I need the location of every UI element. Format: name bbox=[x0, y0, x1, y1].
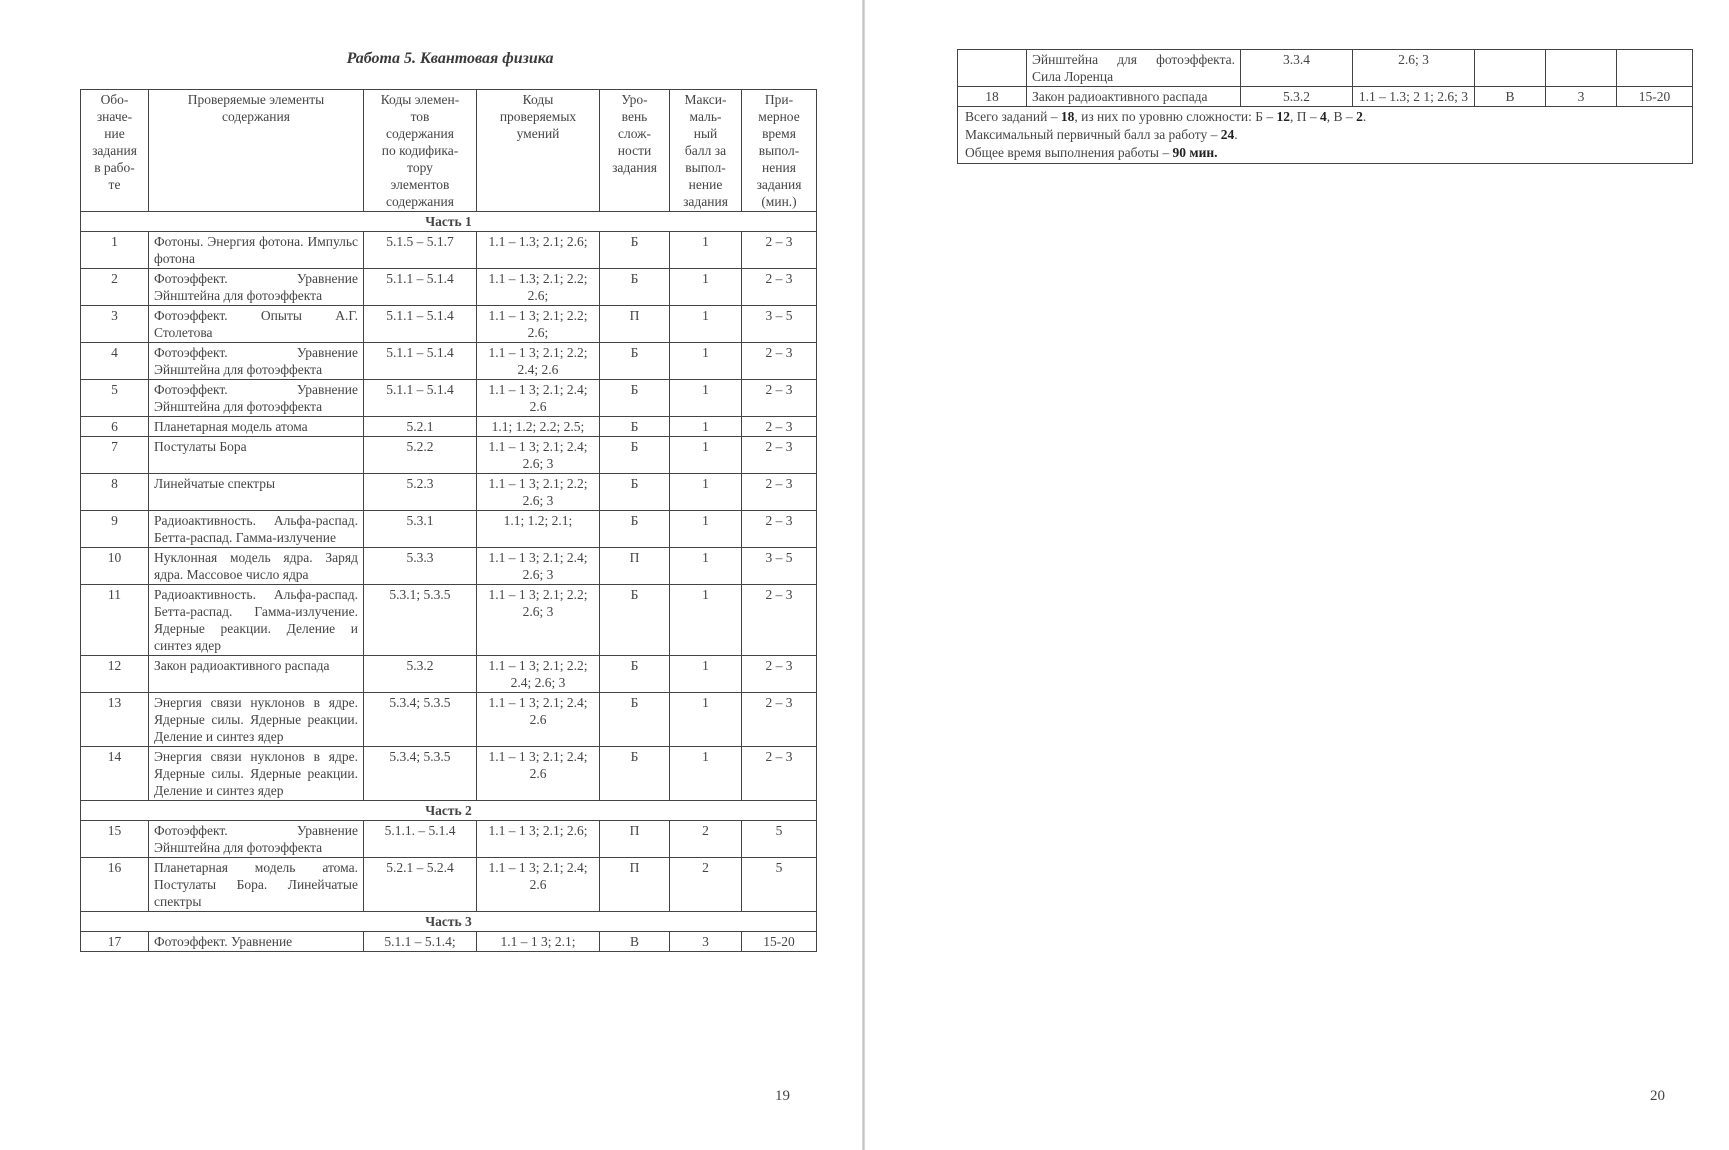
difficulty-level: Б bbox=[600, 380, 670, 417]
summary-row bbox=[958, 107, 1693, 164]
difficulty-level: П bbox=[600, 821, 670, 858]
difficulty-level: Б bbox=[600, 343, 670, 380]
max-score: 1 bbox=[670, 656, 742, 693]
task-time: 2 – 3 bbox=[742, 232, 817, 269]
difficulty-level: Б bbox=[600, 417, 670, 437]
content-codes: 5.1.1 – 5.1.4 bbox=[364, 269, 477, 306]
content-codes: 5.1.1. – 5.1.4 bbox=[364, 821, 477, 858]
skill-codes: 1.1 – 1 3; 2.1; 2.2; 2.6; 3 bbox=[477, 585, 600, 656]
content-codes: 5.1.1 – 5.1.4 bbox=[364, 306, 477, 343]
tasks-table-continuation bbox=[957, 49, 1693, 164]
task-number: 17 bbox=[81, 932, 149, 952]
task-time: 3 – 5 bbox=[742, 306, 817, 343]
table-row bbox=[81, 232, 817, 269]
max-score: 3 bbox=[1546, 87, 1617, 107]
table-row bbox=[81, 747, 817, 801]
difficulty-level: П bbox=[600, 548, 670, 585]
skill-codes: 1.1 – 1 3; 2.1; 2.4; 2.6 bbox=[477, 693, 600, 747]
content-codes: 3.3.4 bbox=[1241, 50, 1353, 87]
task-number: 7 bbox=[81, 437, 149, 474]
max-score: 1 bbox=[670, 511, 742, 548]
task-topic: Фотоэффект. Уравнение Эйнштейна для фотоэффекта bbox=[149, 269, 364, 306]
task-time: 3 – 5 bbox=[742, 548, 817, 585]
header-content-codes: Коды элемен- тов содержания по кодифика- тору элементов содержания bbox=[364, 90, 477, 212]
task-topic: Закон радиоактивного распада bbox=[149, 656, 364, 693]
task-number bbox=[958, 50, 1027, 87]
task-number: 16 bbox=[81, 858, 149, 912]
task-time: 2 – 3 bbox=[742, 343, 817, 380]
task-time: 2 – 3 bbox=[742, 656, 817, 693]
right-page bbox=[866, 0, 1729, 1150]
task-time: 15-20 bbox=[1617, 87, 1693, 107]
max-score: 1 bbox=[670, 747, 742, 801]
table-row bbox=[81, 548, 817, 585]
content-codes: 5.3.4; 5.3.5 bbox=[364, 747, 477, 801]
task-topic: Закон радиоактивного распада bbox=[1027, 87, 1241, 107]
content-codes: 5.2.1 bbox=[364, 417, 477, 437]
task-time: 15-20 bbox=[742, 932, 817, 952]
task-time: 2 – 3 bbox=[742, 269, 817, 306]
table-row bbox=[81, 821, 817, 858]
task-number: 4 bbox=[81, 343, 149, 380]
max-score: 1 bbox=[670, 343, 742, 380]
max-score: 1 bbox=[670, 437, 742, 474]
table-row bbox=[81, 585, 817, 656]
content-codes: 5.1.1 – 5.1.4 bbox=[364, 380, 477, 417]
max-score: 1 bbox=[670, 232, 742, 269]
table-row bbox=[81, 269, 817, 306]
skill-codes: 1.1 – 1 3; 2.1; 2.4; 2.6 bbox=[477, 858, 600, 912]
header-skill-codes: Коды проверяемых умений bbox=[477, 90, 600, 212]
task-topic: Энергия связи нуклонов в ядре. Ядерные силы. Ядерные реакции. Деление и синтез ядер bbox=[149, 693, 364, 747]
table-row bbox=[81, 932, 817, 952]
task-topic: Фотоэффект. Уравнение Эйнштейна для фотоэффекта bbox=[149, 343, 364, 380]
difficulty-level: Б bbox=[600, 693, 670, 747]
skill-codes: 1.1 – 1.3; 2.1; 2.6; bbox=[477, 232, 600, 269]
task-topic: Линейчатые спектры bbox=[149, 474, 364, 511]
task-number: 11 bbox=[81, 585, 149, 656]
page-number: 19 bbox=[775, 1088, 790, 1104]
task-number: 1 bbox=[81, 232, 149, 269]
task-number: 6 bbox=[81, 417, 149, 437]
task-number: 9 bbox=[81, 511, 149, 548]
table-row bbox=[81, 511, 817, 548]
header-max-score: Макси- маль- ный балл за выпол- нение задания bbox=[670, 90, 742, 212]
table-row bbox=[81, 343, 817, 380]
task-topic: Радиоактивность. Альфа-распад. Бетта-распад. Гамма-излучение bbox=[149, 511, 364, 548]
task-number: 13 bbox=[81, 693, 149, 747]
skill-codes: 1.1 – 1.3; 2 1; 2.6; 3 bbox=[1353, 87, 1475, 107]
table-row bbox=[81, 437, 817, 474]
table-row bbox=[81, 380, 817, 417]
skill-codes: 1.1 – 1 3; 2.1; bbox=[477, 932, 600, 952]
table-row bbox=[81, 656, 817, 693]
difficulty-level bbox=[1475, 50, 1546, 87]
difficulty-level: Б bbox=[600, 656, 670, 693]
task-time: 2 – 3 bbox=[742, 585, 817, 656]
content-codes: 5.1.5 – 5.1.7 bbox=[364, 232, 477, 269]
table-row bbox=[81, 474, 817, 511]
tasks-table-body bbox=[81, 212, 817, 952]
table-row bbox=[958, 50, 1693, 87]
task-number: 8 bbox=[81, 474, 149, 511]
task-time: 2 – 3 bbox=[742, 693, 817, 747]
max-score: 1 bbox=[670, 269, 742, 306]
max-score: 1 bbox=[670, 474, 742, 511]
content-codes: 5.2.1 – 5.2.4 bbox=[364, 858, 477, 912]
skill-codes: 1.1; 1.2; 2.2; 2.5; bbox=[477, 417, 600, 437]
task-topic: Фотоэффект. Опыты А.Г. Столетова bbox=[149, 306, 364, 343]
content-codes: 5.3.2 bbox=[364, 656, 477, 693]
skill-codes: 1.1 – 1 3; 2.1; 2.2; 2.6; bbox=[477, 306, 600, 343]
task-number: 12 bbox=[81, 656, 149, 693]
skill-codes: 1.1 – 1 3; 2.1; 2.2; 2.4; 2.6; 3 bbox=[477, 656, 600, 693]
task-topic: Энергия связи нуклонов в ядре. Ядерные силы. Ядерные реакции. Деление и синтез ядер bbox=[149, 747, 364, 801]
part-label: Часть 2 bbox=[81, 801, 817, 821]
max-score: 1 bbox=[670, 380, 742, 417]
header-time: При- мерное время выпол- нения задания (мин.) bbox=[742, 90, 817, 212]
skill-codes: 1.1 – 1 3; 2.1; 2.2; 2.6; 3 bbox=[477, 474, 600, 511]
max-score: 2 bbox=[670, 821, 742, 858]
task-number: 10 bbox=[81, 548, 149, 585]
task-topic: Фотоэффект. Уравнение bbox=[149, 932, 364, 952]
max-score: 1 bbox=[670, 306, 742, 343]
task-time: 2 – 3 bbox=[742, 380, 817, 417]
task-number: 14 bbox=[81, 747, 149, 801]
difficulty-level: Б bbox=[600, 474, 670, 511]
task-time: 2 – 3 bbox=[742, 417, 817, 437]
skill-codes: 1.1 – 1 3; 2.1; 2.4; 2.6; 3 bbox=[477, 548, 600, 585]
task-topic: Радиоактивность. Альфа-распад. Бетта-распад. Гамма-излучение. Ядерные реакции. Деление и синтез ядер bbox=[149, 585, 364, 656]
difficulty-level: Б bbox=[600, 511, 670, 548]
part-header-row bbox=[81, 212, 817, 232]
tasks-table bbox=[80, 89, 817, 952]
max-score bbox=[1546, 50, 1617, 87]
skill-codes: 1.1 – 1 3; 2.1; 2.4; 2.6 bbox=[477, 380, 600, 417]
table-row bbox=[81, 858, 817, 912]
task-time: 2 – 3 bbox=[742, 511, 817, 548]
table-row bbox=[958, 87, 1693, 107]
table-row bbox=[81, 417, 817, 437]
task-number: 5 bbox=[81, 380, 149, 417]
part-header-row bbox=[81, 912, 817, 932]
summary-total-time: Общее время выполнения работы – 90 мин. bbox=[965, 145, 1218, 160]
difficulty-level: Б bbox=[600, 437, 670, 474]
content-codes: 5.1.1 – 5.1.4 bbox=[364, 343, 477, 380]
table-row bbox=[81, 306, 817, 343]
max-score: 1 bbox=[670, 417, 742, 437]
continuation-table-body bbox=[958, 50, 1693, 107]
task-number: 2 bbox=[81, 269, 149, 306]
max-score: 2 bbox=[670, 858, 742, 912]
difficulty-level: Б bbox=[600, 747, 670, 801]
skill-codes: 1.1 – 1 3; 2.1; 2.6; bbox=[477, 821, 600, 858]
difficulty-level: П bbox=[600, 306, 670, 343]
content-codes: 5.3.1 bbox=[364, 511, 477, 548]
content-codes: 5.1.1 – 5.1.4; bbox=[364, 932, 477, 952]
content-codes: 5.3.2 bbox=[1241, 87, 1353, 107]
difficulty-level: В bbox=[1475, 87, 1546, 107]
task-time bbox=[1617, 50, 1693, 87]
summary-total-tasks: Всего заданий – 18, из них по уровню сложности: Б – 12, П – 4, В – 2. bbox=[965, 109, 1367, 124]
max-score: 3 bbox=[670, 932, 742, 952]
table-row bbox=[81, 693, 817, 747]
difficulty-level: Б bbox=[600, 585, 670, 656]
max-score: 1 bbox=[670, 693, 742, 747]
task-number: 18 bbox=[958, 87, 1027, 107]
task-time: 5 bbox=[742, 858, 817, 912]
content-codes: 5.3.1; 5.3.5 bbox=[364, 585, 477, 656]
difficulty-level: П bbox=[600, 858, 670, 912]
task-topic: Фотоэффект. Уравнение Эйнштейна для фотоэффекта bbox=[149, 821, 364, 858]
skill-codes: 2.6; 3 bbox=[1353, 50, 1475, 87]
max-score: 1 bbox=[670, 585, 742, 656]
difficulty-level: В bbox=[600, 932, 670, 952]
task-topic: Планетарная модель атома bbox=[149, 417, 364, 437]
part-header-row bbox=[81, 801, 817, 821]
task-number: 15 bbox=[81, 821, 149, 858]
summary-cell bbox=[958, 107, 1693, 164]
table-header-row bbox=[81, 90, 817, 212]
task-topic: Фотоэффект. Уравнение Эйнштейна для фотоэффекта bbox=[149, 380, 364, 417]
difficulty-level: Б bbox=[600, 269, 670, 306]
task-time: 2 – 3 bbox=[742, 437, 817, 474]
header-difficulty: Уро- вень слож- ности задания bbox=[600, 90, 670, 212]
book-spine bbox=[862, 0, 865, 1150]
header-task-id: Обо- значе- ние задания в рабо- те bbox=[81, 90, 149, 212]
task-number: 3 bbox=[81, 306, 149, 343]
task-topic: Фотоны. Энергия фотона. Импульс фотона bbox=[149, 232, 364, 269]
left-page bbox=[0, 0, 862, 1150]
header-content-elements: Проверяемые элементы содержания bbox=[149, 90, 364, 212]
content-codes: 5.3.4; 5.3.5 bbox=[364, 693, 477, 747]
task-topic: Эйнштейна для фотоэффекта. Сила Лоренца bbox=[1027, 50, 1241, 87]
document-title: Работа 5. Квантовая физика bbox=[346, 50, 554, 67]
part-label: Часть 3 bbox=[81, 912, 817, 932]
task-topic: Нуклонная модель ядра. Заряд ядра. Массовое число ядра bbox=[149, 548, 364, 585]
skill-codes: 1.1 – 1 3; 2.1; 2.4; 2.6 bbox=[477, 747, 600, 801]
difficulty-level: Б bbox=[600, 232, 670, 269]
page-number: 20 bbox=[1650, 1088, 1665, 1104]
content-codes: 5.2.3 bbox=[364, 474, 477, 511]
content-codes: 5.3.3 bbox=[364, 548, 477, 585]
summary-max-score: Максимальный первичный балл за работу – 24. bbox=[965, 127, 1238, 142]
skill-codes: 1.1 – 1 3; 2.1; 2.2; 2.4; 2.6 bbox=[477, 343, 600, 380]
skill-codes: 1.1 – 1.3; 2.1; 2.2; 2.6; bbox=[477, 269, 600, 306]
task-topic: Планетарная модель атома. Постулаты Бора. Линейчатые спектры bbox=[149, 858, 364, 912]
task-time: 5 bbox=[742, 821, 817, 858]
skill-codes: 1.1; 1.2; 2.1; bbox=[477, 511, 600, 548]
part-label: Часть 1 bbox=[81, 212, 817, 232]
max-score: 1 bbox=[670, 548, 742, 585]
task-time: 2 – 3 bbox=[742, 747, 817, 801]
task-time: 2 – 3 bbox=[742, 474, 817, 511]
task-topic: Постулаты Бора bbox=[149, 437, 364, 474]
content-codes: 5.2.2 bbox=[364, 437, 477, 474]
skill-codes: 1.1 – 1 3; 2.1; 2.4; 2.6; 3 bbox=[477, 437, 600, 474]
